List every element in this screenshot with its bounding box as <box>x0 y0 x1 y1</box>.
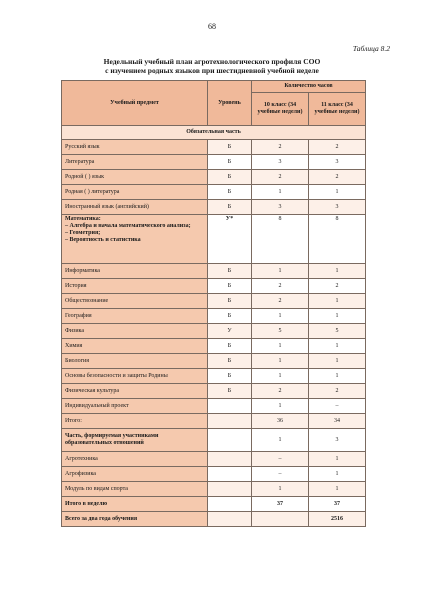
row-g11: 3 <box>309 200 366 215</box>
row-subject: Индивидуальный проект <box>62 399 208 414</box>
row-subject: Информатика <box>62 264 208 279</box>
row-g11: 1 <box>309 467 366 482</box>
row-g10: – <box>252 452 309 467</box>
row-g10: 2 <box>252 294 309 309</box>
row-g10: 1 <box>252 309 309 324</box>
total-week-g10: 37 <box>252 497 309 512</box>
row-level: Б <box>208 140 252 155</box>
row-subject: Родная ( ) литература <box>62 185 208 200</box>
row-g11: 2 <box>309 170 366 185</box>
row-g11: 5 <box>309 324 366 339</box>
row-subject: Основы безопасности и защиты Родины <box>62 369 208 384</box>
header-subject: Учебный предмет <box>62 81 208 126</box>
table-label: Таблица 8.2 <box>352 44 390 53</box>
curriculum-table <box>61 80 366 527</box>
row-g11: 1 <box>309 294 366 309</box>
total-week-level <box>208 497 252 512</box>
row-subject: Агротехника <box>62 452 208 467</box>
row-g10: 5 <box>252 324 309 339</box>
row-subject: Химия <box>62 339 208 354</box>
row-g10: 2 <box>252 279 309 294</box>
header-grade10: 10 класс (34 учебные недели) <box>252 93 309 126</box>
row-level: Б <box>208 309 252 324</box>
row-subject: География <box>62 309 208 324</box>
row-g11: 1 <box>309 482 366 497</box>
row-subject: Итого: <box>62 414 208 429</box>
page-number: 68 <box>208 22 216 31</box>
row-g11: 1 <box>309 339 366 354</box>
optional-part-label: Часть, формируемая участниками образовательных отношений <box>62 429 208 452</box>
row-g11: 1 <box>309 309 366 324</box>
row-g11: 2 <box>309 279 366 294</box>
row-g10: 1 <box>252 264 309 279</box>
row-level: Б <box>208 170 252 185</box>
total-week-label: Итого в неделю <box>62 497 208 512</box>
row-level <box>208 467 252 482</box>
row-g11: 1 <box>309 452 366 467</box>
row-g11: 1 <box>309 264 366 279</box>
math-g10: 8 <box>252 215 309 264</box>
row-level: У <box>208 324 252 339</box>
row-g11: 1 <box>309 185 366 200</box>
optional-part-level <box>208 429 252 452</box>
header-hours: Количество часов <box>252 81 366 93</box>
row-g10: 36 <box>252 414 309 429</box>
row-level: Б <box>208 279 252 294</box>
math-item: – Вероятность и статистика <box>65 237 141 243</box>
title-line-2: с изучением родных языков при шестидневной учебной неделе <box>105 66 319 75</box>
row-subject: Биология <box>62 354 208 369</box>
row-g10: 3 <box>252 200 309 215</box>
optional-part-g10: 1 <box>252 429 309 452</box>
row-level <box>208 414 252 429</box>
row-subject: Обществознание <box>62 294 208 309</box>
math-level: У* <box>208 215 252 264</box>
row-g10: 1 <box>252 354 309 369</box>
math-g11: 8 <box>309 215 366 264</box>
row-g11: – <box>309 399 366 414</box>
row-g10: 1 <box>252 369 309 384</box>
section-mandatory: Обязательная часть <box>62 126 366 140</box>
row-g10: 2 <box>252 170 309 185</box>
optional-part-g11: 3 <box>309 429 366 452</box>
total-two-years-value: 2516 <box>309 512 366 527</box>
row-g10: 1 <box>252 482 309 497</box>
total-two-years-level <box>208 512 252 527</box>
row-subject: Литература <box>62 155 208 170</box>
row-g11: 3 <box>309 155 366 170</box>
math-item: – Алгебра и начала математического анализа; <box>65 223 191 229</box>
math-cell <box>62 215 208 264</box>
total-two-years-label: Всего за два года обучения <box>62 512 208 527</box>
row-g11: 2 <box>309 384 366 399</box>
row-subject: Физическая культура <box>62 384 208 399</box>
row-level: Б <box>208 155 252 170</box>
row-level: Б <box>208 339 252 354</box>
header-level: Уровень <box>208 81 252 126</box>
table-title <box>60 57 364 75</box>
row-level: Б <box>208 264 252 279</box>
row-subject: Модуль по видам спорта <box>62 482 208 497</box>
row-level: Б <box>208 384 252 399</box>
row-g10: – <box>252 467 309 482</box>
math-title: Математика: <box>65 216 101 222</box>
math-item: – Геометрия; <box>65 230 101 236</box>
row-g11: 1 <box>309 354 366 369</box>
row-g11: 34 <box>309 414 366 429</box>
header-grade11: 11 класс (34 учебные недели) <box>309 93 366 126</box>
row-g10: 3 <box>252 155 309 170</box>
row-g10: 1 <box>252 339 309 354</box>
row-subject: Иностранный язык (английский) <box>62 200 208 215</box>
row-level: Б <box>208 354 252 369</box>
row-level <box>208 482 252 497</box>
total-two-years-g10 <box>252 512 309 527</box>
row-subject: Родной ( ) язык <box>62 170 208 185</box>
row-level: Б <box>208 185 252 200</box>
total-week-g11: 37 <box>309 497 366 512</box>
row-level: Б <box>208 294 252 309</box>
row-g10: 2 <box>252 384 309 399</box>
row-subject: Агрофизика <box>62 467 208 482</box>
row-subject: Физика <box>62 324 208 339</box>
title-line-1: Недельный учебный план агротехнологического профиля СОО <box>103 57 321 66</box>
row-g10: 2 <box>252 140 309 155</box>
row-level <box>208 452 252 467</box>
row-level: Б <box>208 200 252 215</box>
row-g10: 1 <box>252 185 309 200</box>
row-g11: 1 <box>309 369 366 384</box>
row-g10: 1 <box>252 399 309 414</box>
row-level <box>208 399 252 414</box>
row-level: Б <box>208 369 252 384</box>
row-subject: История <box>62 279 208 294</box>
row-g11: 2 <box>309 140 366 155</box>
row-subject: Русский язык <box>62 140 208 155</box>
